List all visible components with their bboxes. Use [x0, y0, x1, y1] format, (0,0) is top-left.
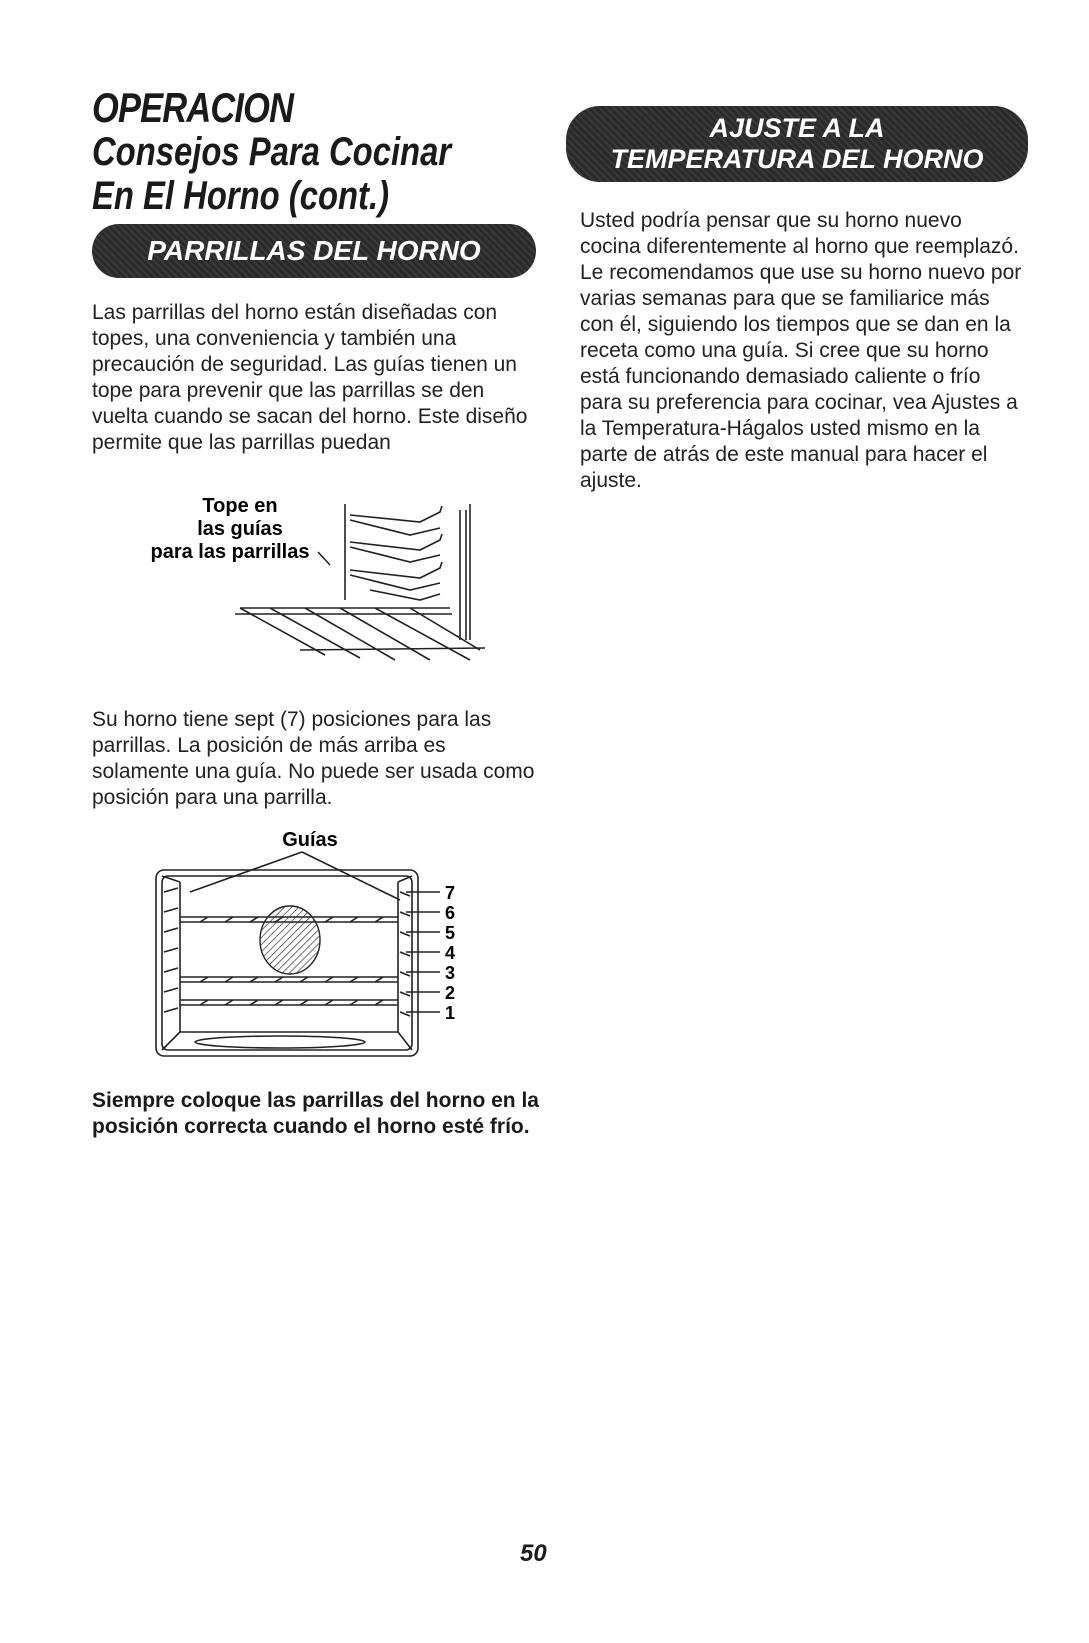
rack-position-leaders — [406, 892, 440, 1012]
figure1-label-line2: las guías — [197, 518, 283, 540]
figure1-label-line3: para las parrillas — [150, 541, 310, 563]
oven-light-hatched — [260, 906, 320, 974]
page-title: OPERACION — [92, 84, 294, 131]
rack-position-3: 3 — [444, 963, 456, 983]
rack-warning: Siempre coloque las parrillas del horno en la posición correcta cuando el horno esté frío. — [92, 1089, 539, 1138]
rack-position-1: 1 — [444, 1003, 456, 1023]
rack-positions-paragraph: Su horno tiene sept (7) posiciones para las parrillas. La posición de más arriba es solamente una guía. No puede ser usada como posición para una parrilla. — [92, 708, 535, 809]
rack-position-6: 6 — [444, 903, 456, 923]
page-number: 50 — [520, 1540, 547, 1567]
guides-label: Guías — [282, 829, 338, 851]
oven-cavity-illustration — [150, 822, 490, 1072]
oven-racks-paragraph: Las parrillas del horno están diseñadas con topes, una conveniencia y también una precaución de seguridad. Las guías tienen un tope para prevenir que las parrillas se den vuelta cuando se sacan del horno. Este diseño permite que las parrillas puedan — [92, 301, 528, 454]
temperature-paragraph: Usted podría pensar que su horno nuevo cocina diferentemente al horno que reemplazó. Le recomendamos que use su horno nuevo por varias semanas para que se familiarice más con él, siguiendo los tiempos que se dan en la receta como una guía. Si cree que su horno está funcionando demasiado caliente o frío para su preferencia para cocinar, vea Ajustes a la Temperatura-Hágalos usted mismo en la parte de atrás de este manual para hacer el ajuste. — [580, 209, 1022, 492]
heading-line-1: AJUSTE A LA — [709, 113, 885, 143]
heading-line-2: TEMPERATURA DEL HORNO — [610, 144, 984, 174]
section-heading-oven-racks: PARRILLAS DEL HORNO — [92, 224, 536, 278]
page-subtitle — [92, 130, 451, 218]
rack-position-4: 4 — [444, 943, 456, 963]
rack-position-2: 2 — [444, 983, 456, 1003]
subtitle-line-1: Consejos Para Cocinar — [92, 130, 452, 174]
section-heading-temperature-adjust — [566, 106, 1028, 182]
figure1-label-line1: Tope en — [202, 495, 278, 517]
rack-position-5: 5 — [444, 923, 456, 943]
rack-position-7: 7 — [444, 883, 456, 903]
subtitle-line-2: En El Horno (cont.) — [92, 174, 389, 218]
rack-stop-illustration — [140, 490, 540, 690]
